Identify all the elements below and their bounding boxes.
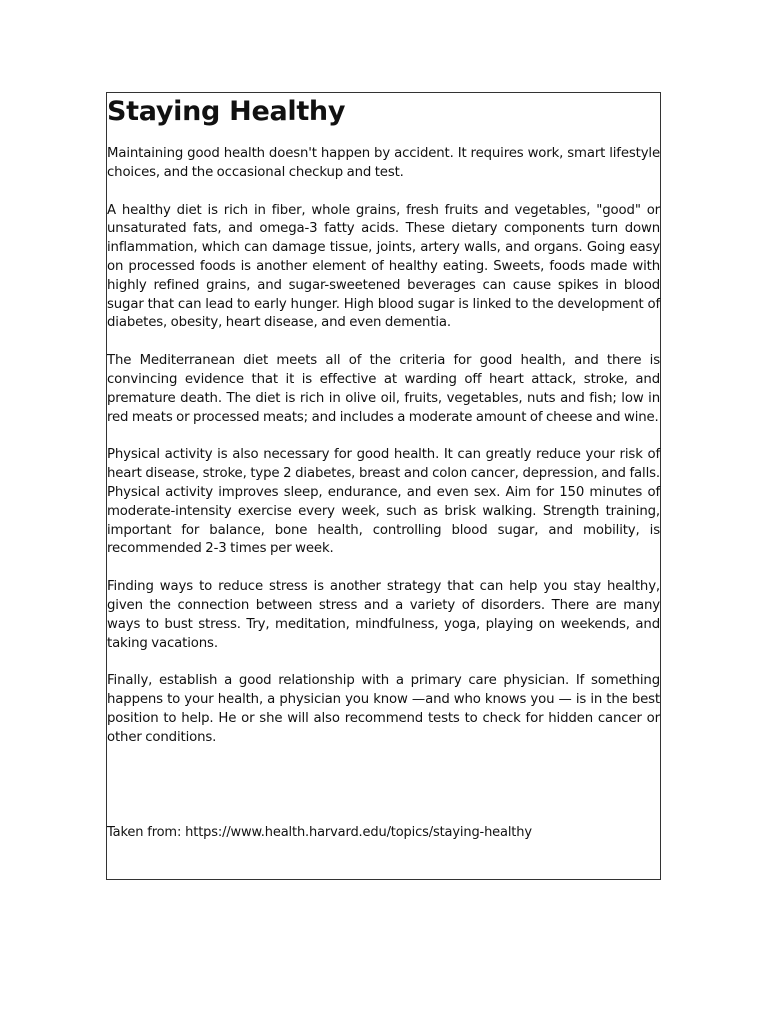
document-body: [107, 145, 660, 748]
paragraph-physician: Finally, establish a good relationship with a primary care physician. If something happens to your health, a physician you know —and who knows you — is in the best position to help. He or she will also recommend tests to check for hidden cancer or other conditions.: [107, 673, 660, 745]
paragraph-physical-activity: Physical activity is also necessary for good health. It can greatly reduce your risk of heart disease, stroke, type 2 diabetes, breast and colon cancer, depression, and falls. Physical activity improves sleep, endurance, and even sex. Aim for 150 minutes of moderate-intensity exercise every week, such as brisk walking. Strength training, important for balance, bone health, controlling blood sugar, and mobility, is recommended 2-3 times per week.: [107, 447, 660, 557]
source-citation: Taken from: https://www.health.harvard.edu/topics/staying-healthy: [107, 825, 532, 840]
paragraph-stress: Finding ways to reduce stress is another strategy that can help you stay healthy, given the connection between stress and a variety of disorders. There are many ways to bust stress. Try, meditation, mindfulness, yoga, playing on weekends, and taking vacations.: [107, 579, 660, 651]
document-title: Staying Healthy: [107, 96, 346, 127]
paragraph-healthy-diet: A healthy diet is rich in fiber, whole grains, fresh fruits and vegetables, "good" or unsaturated fats, and omega-3 fatty acids. These dietary components turn down inflammation, which can damage tissue, joints, artery walls, and organs. Going easy on processed foods is another element of healthy eating. Sweets, foods made with highly refined grains, and sugar-sweetened beverages can cause spikes in blood sugar that can lead to early hunger. High blood sugar is linked to the development of diabetes, obesity, heart disease, and even dementia.: [107, 202, 660, 331]
document-frame: [106, 92, 661, 880]
paragraph-mediterranean-diet: The Mediterranean diet meets all of the criteria for good health, and there is convincing evidence that it is effective at warding off heart attack, stroke, and premature death. The diet is rich in olive oil, fruits, vegetables, nuts and fish; low in red meats or processed meats; and includes a moderate amount of cheese and wine.: [107, 353, 660, 425]
paragraph-intro: Maintaining good health doesn't happen by accident. It requires work, smart lifestyle choices, and the occasional checkup and test.: [107, 146, 660, 180]
